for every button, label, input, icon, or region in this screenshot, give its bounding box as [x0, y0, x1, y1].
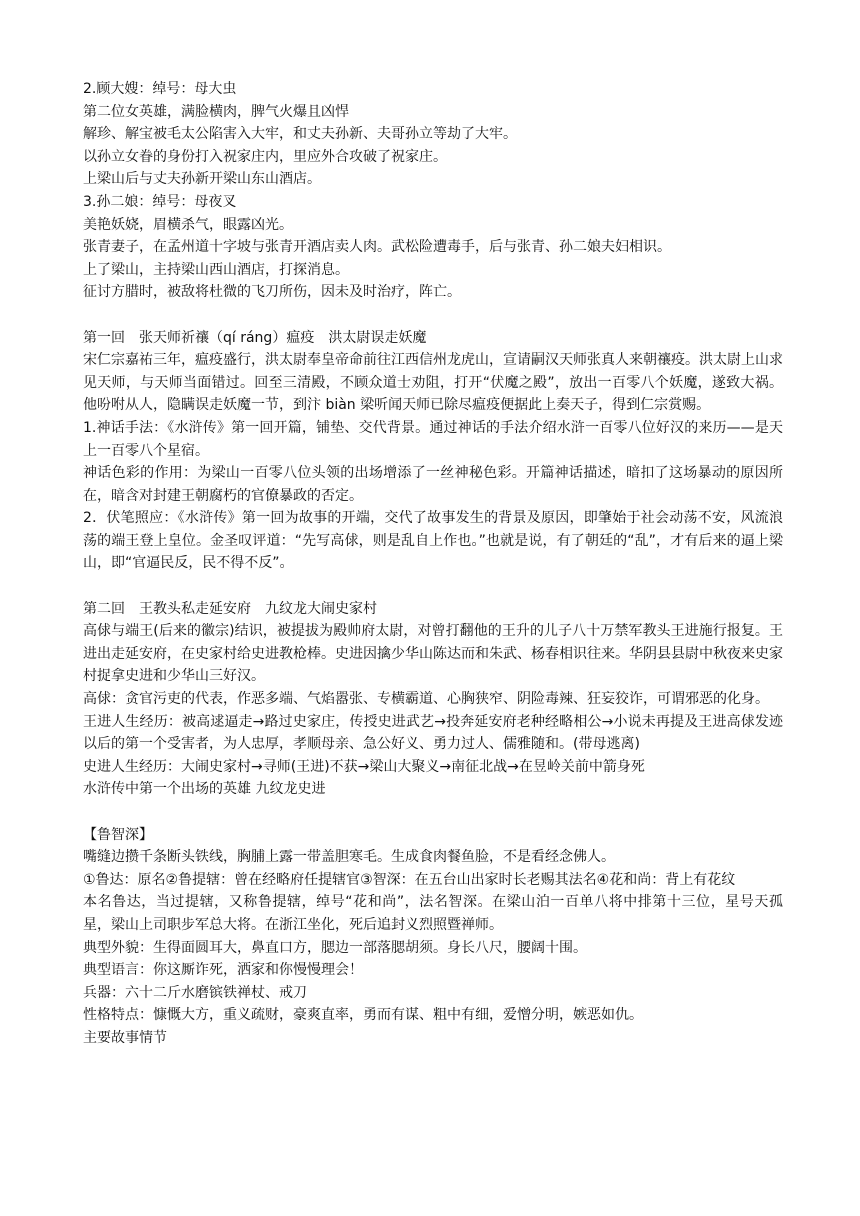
- sun-erniang-line-2: 张青妻子，在孟州道十字坡与张青开酒店卖人肉。武松险遭毒手，后与张青、孙二娘夫妇相识。: [83, 239, 671, 256]
- chapter-2-heading: 第二回 王教头私走延安府 九纹龙大闹史家村: [83, 600, 377, 617]
- gu-dasao-line-4: 上梁山后与丈夫孙新开梁山东山酒店。: [83, 171, 321, 188]
- chapter-2-first-hero: 水浒传中第一个出场的英雄 九纹龙史进: [83, 781, 326, 798]
- chapter-2-wangjin: 王进人生经历：被高逑逼走→路过史家庄，传授史进武艺→投奔延安府老种经略相公→小说未再提及王进高俅发迹以后的第一个受害者，为人忠厚，孝顺母亲、急公好义、勇力过人、儒雅随和。(带母逃离): [83, 713, 783, 753]
- lu-zhishen-bio: 本名鲁达，当过提辖，又称鲁提辖，绰号“花和尚”，法名智深。在梁山泊一百单八将中排第十三位，星号天孤星，梁山上司职步军总大将。在浙江坐化，死后追封义烈照暨禅师。: [83, 894, 783, 933]
- gu-dasao-line-2: 解珍、解宝被毛太公陷害入大牢，和丈夫孙新、夫哥孙立等劫了大牢。: [83, 126, 517, 143]
- chapter-2-summary: 高俅与端王(后来的徽宗)结识，被提拔为殿帅府太尉，对曾打翻他的王升的儿子八十万禁军教头王进施行报复。王进出走延安府，在史家村给史进教枪棒。史进因擒少华山陈达而和朱武、杨春相识往来。华阴县县尉中秋夜来史家村捉拿史进和少华山三好汉。: [83, 623, 783, 685]
- lu-zhishen-plot-title: 主要故事情节: [83, 1029, 167, 1046]
- lu-zhishen-poem: 嘴缝边攒千条断头铁线，胸脯上露一带盖胆寒毛。生成食肉餐鱼脸，不是看经念佛人。: [83, 849, 615, 866]
- chapter-1-point-2: 2．伏笔照应：《水浒传》第一回为故事的开端，交代了故事发生的背景及原因，即肇始于社会动荡不安，风流浪荡的端王登上皇位。金圣叹评道：“先写高俅，则是乱自上作也。”也就是说，有了朝廷的“乱”，才有后来的逼上梁山，即“官逼民反，民不得不反”。: [83, 510, 783, 572]
- chapter-1-summary: 宋仁宗嘉祐三年，瘟疫盛行，洪太尉奉皇帝命前往江西信州龙虎山，宣请嗣汉天师张真人来朝禳疫。洪太尉上山求见天师，与天师当面错过。回至三清殿，不顾众道士劝阻，打开“伏魔之殿”，放出一百零八个妖魔，遂致大祸。他吩咐从人，隐瞒误走妖魔一节，到汴 biàn 梁听闻天师已除尽瘟疫便据此上奏天子，得到仁宗赏赐。: [83, 352, 783, 414]
- spacer: [83, 575, 783, 598]
- chapter-1-point-1: 1.神话手法：《水浒传》第一回开篇，铺垫、交代背景。通过神话的手法介绍水浒一百零八位好汉的来历——是天上一百零八个星宿。: [83, 419, 783, 459]
- lu-zhishen-weapon: 兵器：六十二斤水磨镔铁禅杖、戒刀: [83, 984, 307, 1001]
- lu-zhishen-heading: 【鲁智深】: [83, 826, 153, 843]
- document-page: [83, 78, 783, 1050]
- lu-zhishen-names: ①鲁达：原名②鲁提辖：曾在经略府任提辖官③智深：在五台山出家时长老赐其法名④花和尚：背上有花纹: [83, 871, 736, 888]
- sun-erniang-line-3: 上了梁山，主持梁山西山酒店，打探消息。: [83, 261, 349, 278]
- gu-dasao-title: 2.顾大嫂：绰号：母大虫: [83, 81, 237, 97]
- sun-erniang-line-4: 征讨方腊时，被敌将杜微的飞刀所伤，因未及时治疗，阵亡。: [83, 284, 461, 301]
- lu-zhishen-appearance: 典型外貌：生得面圆耳大，鼻直口方，腮边一部落腮胡须。身长八尺，腰阔十围。: [83, 939, 587, 956]
- chapter-1-heading: 第一回 张天师祈禳（qí ráng）瘟疫 洪太尉误走妖魔: [83, 329, 427, 346]
- lu-zhishen-speech: 典型语言：你这厮诈死，洒家和你慢慢理会！: [83, 962, 363, 979]
- gu-dasao-line-3: 以孙立女眷的身份打入祝家庄内，里应外合攻破了祝家庄。: [83, 148, 447, 165]
- chapter-2-gaoqiu: 高俅：贪官污吏的代表，作恶多端、气焰嚣张、专横霸道、心胸狭窄、阴险毒辣、狂妄狡诈，可谓邪恶的化身。: [83, 691, 769, 708]
- spacer: [83, 304, 783, 327]
- sun-erniang-line-1: 美艳妖娆，眉横杀气，眼露凶光。: [83, 216, 293, 233]
- spacer: [83, 801, 783, 824]
- lu-zhishen-character: 性格特点：慷慨大方，重义疏财，豪爽直率，勇而有谋、粗中有细，爱憎分明，嫉恶如仇。: [83, 1007, 643, 1024]
- gu-dasao-line-1: 第二位女英雄，满脸横肉，脾气火爆且凶悍: [83, 103, 349, 120]
- sun-erniang-title: 3.孙二娘：绰号：母夜叉: [83, 193, 237, 210]
- chapter-1-point-1-extra: 神话色彩的作用：为梁山一百零八位头领的出场增添了一丝神秘色彩。开篇神话描述，暗扣了这场暴动的原因所在，暗含对封建王朝腐朽的官僚暴政的否定。: [83, 465, 783, 504]
- chapter-2-shijin: 史进人生经历：大闹史家村→寻师(王进)不获→梁山大聚义→南征北战→在昱岭关前中箭身死: [83, 758, 645, 775]
